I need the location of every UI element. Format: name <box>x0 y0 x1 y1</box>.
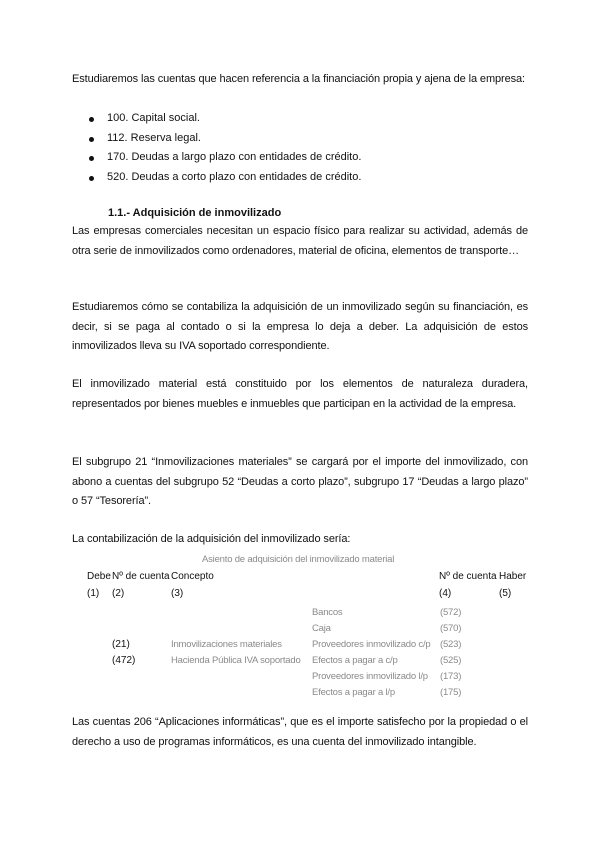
bullet-icon <box>89 156 94 161</box>
bullet-icon <box>89 117 94 122</box>
list-item: 520. Deudas a corto plazo con entidades de crédito. <box>87 168 361 188</box>
closing-paragraph: Las cuentas 206 “Aplicaciones informáticas”, que es el importe satisfecho por la propiedad o el derecho a uso de programas informáticos, es una cuenta del inmovilizado intangible. <box>72 716 528 748</box>
credit-concept: Efectos a pagar a l/p <box>312 687 395 698</box>
paragraph: El inmovilizado material está constituido por los elementos de naturaleza duradera, representados por bienes muebles e inmuebles que participan en la actividad de la empresa. <box>72 378 528 410</box>
header-ref: (3) <box>171 588 184 599</box>
header-haber: Haber <box>499 571 527 582</box>
debit-account: (21) <box>112 639 130 650</box>
header-concepto: Concepto <box>171 571 214 582</box>
bullet-icon <box>89 137 94 142</box>
debit-account: (472) <box>112 655 136 666</box>
paragraph: El subgrupo 21 “Inmovilizaciones materiales” se cargará por el importe del inmovilizado, con abono a cuentas del subgrupo 52 “Deudas a corto plazo”, subgrupo 17 “Deudas a largo plazo” o 57 “Tesorería”. <box>72 456 528 507</box>
paragraph: La contabilización de la adquisición del inmovilizado sería: <box>72 533 351 545</box>
credit-concept: Caja <box>312 623 331 634</box>
credit-concept: Proveedores inmovilizado c/p <box>312 639 431 650</box>
credit-account: (173) <box>440 671 462 682</box>
debit-concept: Inmovilizaciones materiales <box>171 639 282 650</box>
credit-account: (572) <box>440 607 462 618</box>
credit-account: (570) <box>440 623 462 634</box>
account-list <box>87 109 361 187</box>
header-ref: (4) <box>439 588 452 599</box>
bullet-icon <box>89 176 94 181</box>
credit-account: (523) <box>440 639 462 650</box>
credit-account: (525) <box>440 655 462 666</box>
debit-concept: Hacienda Pública IVA soportado <box>171 655 301 666</box>
credit-account: (175) <box>440 687 462 698</box>
header-ref: (1) <box>87 588 100 599</box>
paragraph: Las empresas comerciales necesitan un espacio físico para realizar su actividad, además de otra serie de inmovilizados como ordenadores, material de oficina, elementos de transporte… <box>72 225 528 257</box>
list-item: 112. Reserva legal. <box>87 129 361 149</box>
header-debe: Debe <box>87 571 111 582</box>
header-ref: (5) <box>499 588 512 599</box>
credit-concept: Bancos <box>312 607 343 618</box>
header-num-cuenta-left: Nº de cuenta <box>112 571 170 582</box>
list-item: 170. Deudas a largo plazo con entidades de crédito. <box>87 148 361 168</box>
header-ref: (2) <box>112 588 125 599</box>
paragraph: Estudiaremos cómo se contabiliza la adquisición de un inmovilizado según su financiación, es decir, si se paga al contado o si la empresa lo deja a deber. La adquisición de estos inmovilizados lleva su IVA soportado correspondiente. <box>72 301 528 352</box>
list-item: 100. Capital social. <box>87 109 361 129</box>
section-heading: 1.1.- Adquisición de inmovilizado <box>108 207 282 219</box>
journal-title: Asiento de adquisición del inmovilizado material <box>202 554 395 565</box>
header-num-cuenta-right: Nº de cuenta <box>439 571 497 582</box>
credit-concept: Proveedores inmovilizado l/p <box>312 671 428 682</box>
intro-paragraph: Estudiaremos las cuentas que hacen referencia a la financiación propia y ajena de la empresa: <box>72 73 525 85</box>
credit-concept: Efectos a pagar a c/p <box>312 655 398 666</box>
